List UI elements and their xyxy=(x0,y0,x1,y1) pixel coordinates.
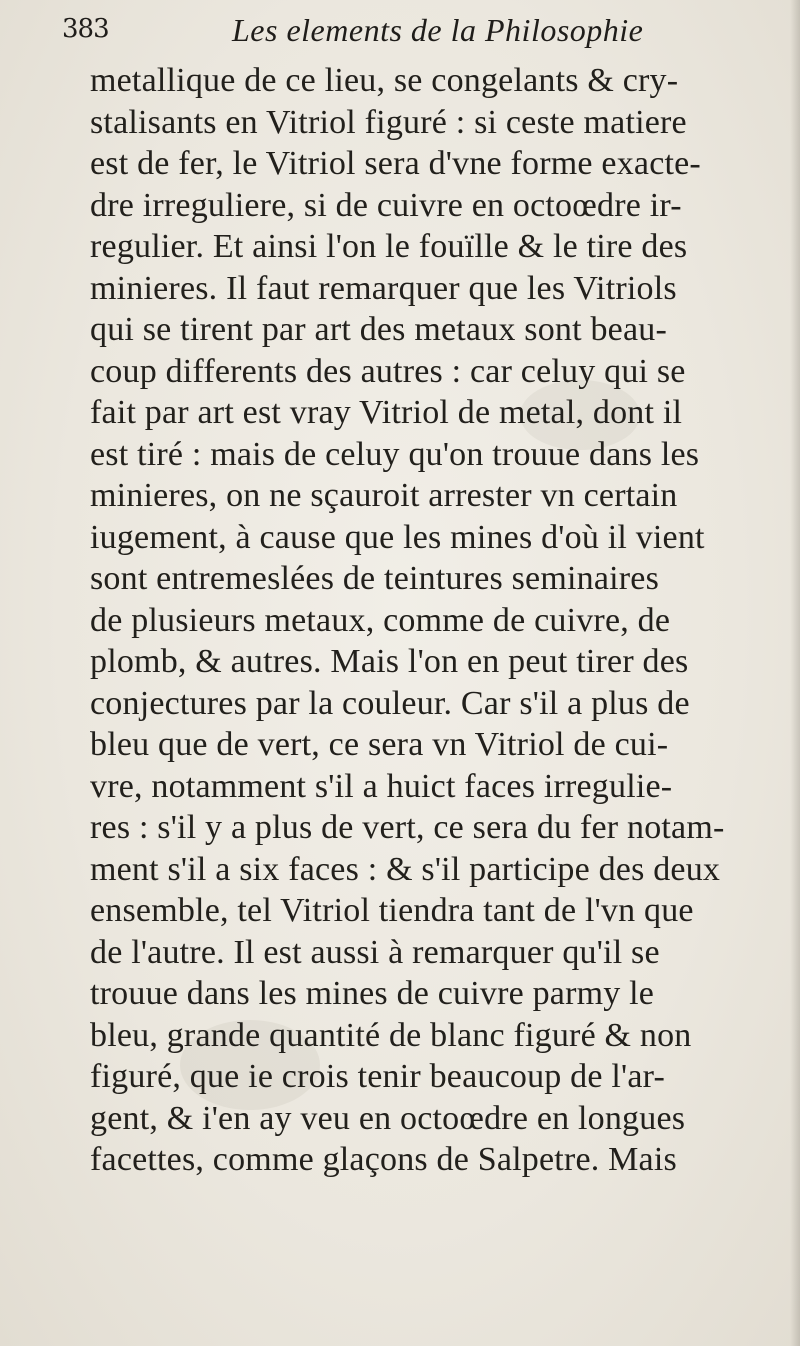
page-header xyxy=(62,6,762,46)
text-line: dre irreguliere, si de cuivre en octoœdre ir- xyxy=(90,186,682,224)
text-line: facettes, comme glaçons de Salpetre. Mais xyxy=(90,1141,677,1178)
text-line: metallique de ce lieu, se congelants & cry- xyxy=(90,62,679,99)
text-line: est de fer, le Vitriol sera d'vne forme exacte- xyxy=(90,145,701,182)
text-line: trouue dans les mines de cuivre parmy le xyxy=(90,975,655,1012)
text-line: minieres, on ne sçauroit arrester vn certain xyxy=(90,477,678,514)
text-line: coup differents des autres : car celuy qui se xyxy=(90,352,686,390)
text-line: qui se tirent par art des metaux sont beau- xyxy=(90,311,667,348)
text-line: bleu que de vert, ce sera vn Vitriol de cui- xyxy=(90,726,669,763)
text-line: figuré, que ie crois tenir beaucoup de l'ar- xyxy=(90,1058,665,1095)
text-line: stalisants en Vitriol figuré : si ceste matiere xyxy=(90,103,687,141)
text-line: bleu, grande quantité de blanc figuré & non xyxy=(90,1016,692,1054)
text-line: res : s'il y a plus de vert, ce sera du fer notam- xyxy=(90,809,725,846)
body-text xyxy=(90,60,790,1181)
text-line: fait par art est vray Vitriol de metal, dont il xyxy=(90,394,683,431)
running-head: Les elements de la Philosophie xyxy=(232,12,644,48)
text-line: iugement, à cause que les mines d'où il vient xyxy=(90,518,705,556)
text-line: regulier. Et ainsi l'on le fouïlle & le tire des xyxy=(90,228,688,265)
text-line: est tiré : mais de celuy qu'on trouue dans les xyxy=(90,435,700,473)
text-line: minieres. Il faut remarquer que les Vitriols xyxy=(90,269,677,307)
page-number: 383 xyxy=(62,14,109,44)
text-line: sont entremeslées de teintures seminaires xyxy=(90,560,660,597)
text-line: plomb, & autres. Mais l'on en peut tirer des xyxy=(90,643,689,680)
text-line: vre, notamment s'il a huict faces irregulie- xyxy=(90,767,673,805)
text-line: de l'autre. Il est aussi à remarquer qu'il se xyxy=(90,933,660,971)
page-edge-shadow xyxy=(790,0,800,1346)
text-line: conjectures par la couleur. Car s'il a plus de xyxy=(90,684,690,722)
text-line: ensemble, tel Vitriol tiendra tant de l'vn que xyxy=(90,892,694,929)
text-line: ment s'il a six faces : & s'il participe des deux xyxy=(90,850,721,888)
text-line: gent, & i'en ay veu en octoœdre en longues xyxy=(90,1099,686,1137)
text-line: de plusieurs metaux, comme de cuivre, de xyxy=(90,601,671,639)
